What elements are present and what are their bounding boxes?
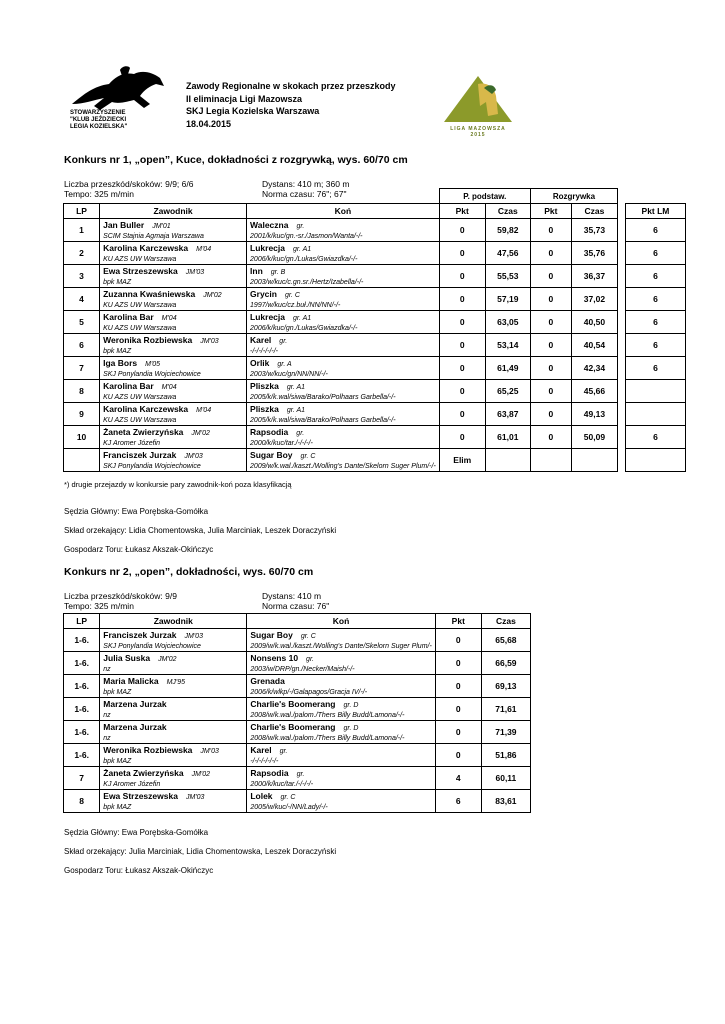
col-horse: Koń <box>247 614 435 629</box>
horse-info: 2003/w/DRP/gn./Necker/Maish/-/- <box>250 665 355 673</box>
cell-rider <box>100 449 247 472</box>
cell-horse <box>247 403 440 426</box>
cell-pkt: 0 <box>435 721 481 744</box>
cell-time: 83,61 <box>481 790 530 813</box>
cell-pkt: 0 <box>435 698 481 721</box>
cell-pkt: 0 <box>435 675 481 698</box>
horse-name: Charlie's Boomerang gr. D <box>250 721 359 732</box>
cell-lp <box>64 449 100 472</box>
liga-logo-caption: LIGA MAZOWSZA 2015 <box>450 126 506 138</box>
event-date: 18.04.2015 <box>186 118 232 129</box>
event-header <box>186 80 396 130</box>
comp2-meta-left: Liczba przeszkód/skoków: 9/9 Tempo: 325 m/min <box>64 591 177 611</box>
col-league-points: Pkt LM <box>625 204 685 219</box>
cell-horse <box>247 744 435 767</box>
cell-pkt: 6 <box>435 790 481 813</box>
cell-time: 65,68 <box>481 629 530 652</box>
table-row <box>64 288 686 311</box>
cell-lp: 1-6. <box>64 698 100 721</box>
rider-club: KU AZS UW Warszawa <box>103 255 177 263</box>
table-row <box>64 265 686 288</box>
cell-pkt: 0 <box>435 629 481 652</box>
event-title: Zawody Regionalne w skokach przez przeszkody <box>186 81 396 91</box>
cell-horse <box>247 675 435 698</box>
rider-club: nz <box>103 711 111 719</box>
cell-league-points: 6 <box>625 288 685 311</box>
cell-lp: 3 <box>64 265 100 288</box>
horse-info: 1997/w/kuc/cz.buł./NN/NN/-/- <box>250 301 341 309</box>
cell-jumpoff-time: 35,73 <box>571 219 617 242</box>
table-row <box>64 242 686 265</box>
cell-jumpoff-pkt: 0 <box>530 357 571 380</box>
table-row <box>64 380 686 403</box>
table-row <box>64 219 686 242</box>
rider-name: Franciszek Jurzak JM'03 <box>103 629 203 640</box>
cell-rider <box>100 334 247 357</box>
rider-name: Karolina Karczewska M'04 <box>103 403 212 414</box>
cell-horse <box>247 767 435 790</box>
cell-pkt: 0 <box>439 357 485 380</box>
col-pkt: Pkt <box>435 614 481 629</box>
cell-time: 65,25 <box>485 380 530 403</box>
cell-jumpoff-time: 35,76 <box>571 242 617 265</box>
cell-pkt: 0 <box>439 426 485 449</box>
cell-pkt: 0 <box>439 380 485 403</box>
cell-lp: 1-6. <box>64 675 100 698</box>
event-subtitle: II eliminacja Ligi Mazowsza <box>186 93 303 104</box>
cell-pkt: 0 <box>439 403 485 426</box>
table-row <box>64 311 686 334</box>
horse-name: Inn gr. B <box>250 265 286 276</box>
chief-judge: Sędzia Główny: Ewa Porębska-Gomółka <box>64 507 209 516</box>
horse-info: 2001/k/kuc/gn.-sr./Jasmon/Wanta/-/- <box>250 232 363 240</box>
cell-lp: 1-6. <box>64 652 100 675</box>
horse-info: 2008/w/k.wal./palom./Thers Billy Budd/Lamona/-/- <box>250 711 405 719</box>
group-jumpoff: Rozgrywka <box>530 189 617 204</box>
cell-jumpoff-time: 37,02 <box>571 288 617 311</box>
table-row <box>64 652 531 675</box>
group-basic-round: P. podstaw. <box>439 189 530 204</box>
col-time: Czas <box>481 614 530 629</box>
cell-time: 61,01 <box>485 426 530 449</box>
course-designer: Gospodarz Toru: Łukasz Akszak-Okińczyc <box>64 545 214 554</box>
cell-league-points: 6 <box>625 265 685 288</box>
rider-club: KU AZS UW Warszawa <box>103 393 177 401</box>
cell-league-points <box>625 449 685 472</box>
cell-jumpoff-pkt: 0 <box>530 265 571 288</box>
cell-pkt: 0 <box>439 265 485 288</box>
table-row <box>64 629 531 652</box>
cell-pkt: 0 <box>439 288 485 311</box>
col-jumpoff-time: Czas <box>571 204 617 219</box>
cell-horse <box>247 790 435 813</box>
comp1-title: Konkurs nr 1, „open”, Kuce, dokładności z rozgrywką, wys. 60/70 cm <box>64 154 408 166</box>
cell-rider <box>100 403 247 426</box>
cell-jumpoff-pkt: 0 <box>530 403 571 426</box>
col-rider: Zawodnik <box>100 614 247 629</box>
cell-jumpoff-pkt: 0 <box>530 288 571 311</box>
cell-jumpoff-pkt: 0 <box>530 242 571 265</box>
comp2-results-table <box>63 613 531 813</box>
cell-lp: 1 <box>64 219 100 242</box>
rider-club: bpk MAZ <box>103 757 132 765</box>
cell-horse <box>247 721 435 744</box>
horse-info: 2005/w/kuc/-/NN/Lady/-/- <box>250 803 328 811</box>
cell-time: 59,82 <box>485 219 530 242</box>
comp1-note: *) drugie przejazdy w konkursie pary zawodnik-koń poza klasyfikacją <box>64 480 292 489</box>
cell-jumpoff-time: 42,34 <box>571 357 617 380</box>
rider-club: KU AZS UW Warszawa <box>103 324 177 332</box>
rider-club: KJ Aromer Józefin <box>103 439 161 447</box>
cell-pkt: 0 <box>439 334 485 357</box>
cell-time: 47,56 <box>485 242 530 265</box>
cell-rider <box>100 790 247 813</box>
table-row <box>64 790 531 813</box>
col-lp: LP <box>64 614 100 629</box>
comp2-meta-right: Dystans: 410 m Norma czasu: 76" <box>262 591 330 611</box>
horse-name: Grycin gr. C <box>250 288 300 299</box>
rider-name: Weronika Rozbiewska JM'03 <box>103 744 219 755</box>
horse-name: Charlie's Boomerang gr. D <box>250 698 359 709</box>
cell-jumpoff-pkt: 0 <box>530 219 571 242</box>
cell-jumpoff-time: 40,54 <box>571 334 617 357</box>
cell-rider <box>100 629 247 652</box>
cell-jumpoff-time: 50,09 <box>571 426 617 449</box>
cell-horse <box>247 357 440 380</box>
rider-name: Jan Buller JM'01 <box>103 219 171 230</box>
rider-club: bpk MAZ <box>103 278 132 286</box>
rider-club: bpk MAZ <box>103 347 132 355</box>
table-row <box>64 744 531 767</box>
horse-info: 2000/k/kuc/tar./-/-/-/- <box>250 439 313 447</box>
table-row <box>64 449 686 472</box>
table-row <box>64 767 531 790</box>
horse-name: Pliszka gr. A1 <box>250 403 306 414</box>
cell-time: 51,86 <box>481 744 530 767</box>
cell-lp: 6 <box>64 334 100 357</box>
col-jumpoff-pkt: Pkt <box>530 204 571 219</box>
rider-club: nz <box>103 734 111 742</box>
cell-horse <box>247 629 435 652</box>
rider-name: Ewa Strzeszewska JM'03 <box>103 790 205 801</box>
cell-time: 53,14 <box>485 334 530 357</box>
horse-info: 2005/k/k.wal/siwa/Barako/Polhaars Garbella/-/- <box>250 393 396 401</box>
cell-rider <box>100 675 247 698</box>
rider-club: KU AZS UW Warszawa <box>103 301 177 309</box>
cell-pkt: 0 <box>439 311 485 334</box>
cell-rider <box>100 721 247 744</box>
horse-info: 2009/w/k.wal./kaszt./Wolling's Dante/Skelorn Suger Plum/-/- <box>250 462 436 470</box>
cell-horse <box>247 652 435 675</box>
comp1-meta-left: Liczba przeszkód/skoków: 9/9; 6/6 Tempo: 325 m/min <box>64 179 194 199</box>
rider-name: Maria Malicka MJ'95 <box>103 675 186 686</box>
rider-name: Żaneta Zwierzyńska JM'02 <box>103 767 211 778</box>
comp1-results-table <box>63 188 686 472</box>
cell-horse <box>247 334 440 357</box>
cell-jumpoff-pkt: 0 <box>530 311 571 334</box>
cell-lp: 1-6. <box>64 721 100 744</box>
col-horse: Koń <box>247 204 440 219</box>
cell-time: 61,49 <box>485 357 530 380</box>
cell-rider <box>100 767 247 790</box>
cell-lp: 5 <box>64 311 100 334</box>
table-row <box>64 334 686 357</box>
cell-pkt: 4 <box>435 767 481 790</box>
rider-name: Iga Bors M'05 <box>103 357 161 368</box>
cell-time: 66,59 <box>481 652 530 675</box>
cell-lp: 10 <box>64 426 100 449</box>
horse-name: Lukrecja gr. A1 <box>250 242 312 253</box>
cell-pkt: 0 <box>435 744 481 767</box>
horse-name: Waleczna gr. <box>250 219 305 230</box>
rider-club: bpk MAZ <box>103 688 132 696</box>
rider-name: Franciszek Jurzak JM'03 <box>103 449 203 460</box>
col-lp: LP <box>64 204 100 219</box>
rider-name: Ewa Strzeszewska JM'03 <box>103 265 205 276</box>
cell-time: 55,53 <box>485 265 530 288</box>
cell-horse <box>247 449 440 472</box>
comp1-officials <box>64 502 336 559</box>
cell-horse <box>247 426 440 449</box>
comp2-officials <box>64 823 336 880</box>
cell-league-points: 6 <box>625 357 685 380</box>
rider-club: SKJ Ponylandia Wojciechowice <box>103 370 201 378</box>
horse-name: Sugar Boy gr. C <box>250 629 316 640</box>
cell-time: 60,11 <box>481 767 530 790</box>
cell-jumpoff-pkt: 0 <box>530 334 571 357</box>
cell-horse <box>247 311 440 334</box>
cell-rider <box>100 311 247 334</box>
cell-lp: 7 <box>64 767 100 790</box>
horse-info: 2003/w/kuc/c.gn.sr./Hertz/Izabella/-/- <box>250 278 364 286</box>
rider-name: Żaneta Zwierzyńska JM'02 <box>103 426 210 437</box>
table-row <box>64 357 686 380</box>
table-row <box>64 721 531 744</box>
table-row <box>64 403 686 426</box>
cell-league-points: 6 <box>625 426 685 449</box>
cell-jumpoff-time: 49,13 <box>571 403 617 426</box>
horse-info: 2003/w/kuc/gn/NN/NN/-/- <box>250 370 328 378</box>
rider-club: SCIM Stajnia Agmaja Warszawa <box>103 232 204 240</box>
cell-lp: 8 <box>64 790 100 813</box>
rider-name: Marzena Jurzak <box>103 698 167 709</box>
table-row <box>64 675 531 698</box>
cell-rider <box>100 698 247 721</box>
cell-time <box>485 449 530 472</box>
jury: Skład orzekający: Lidia Chomentowska, Julia Marciniak, Leszek Doraczyński <box>64 526 337 535</box>
cell-rider <box>100 357 247 380</box>
col-pkt: Pkt <box>439 204 485 219</box>
horse-name: Grenada <box>250 675 285 686</box>
cell-horse <box>247 698 435 721</box>
cell-rider <box>100 426 247 449</box>
cell-pkt: 0 <box>439 219 485 242</box>
cell-time: 63,87 <box>485 403 530 426</box>
rider-club: SKJ Ponylandia Wojciechowice <box>103 642 201 650</box>
cell-horse <box>247 265 440 288</box>
table-row <box>64 698 531 721</box>
cell-league-points <box>625 380 685 403</box>
club-logo-text: STOWARZYSZENIE "KLUB JEŹDZIECKI LEGIA KOZIELSKA" <box>70 110 128 130</box>
cell-time: 57,19 <box>485 288 530 311</box>
cell-rider <box>100 652 247 675</box>
table-row <box>64 426 686 449</box>
cell-league-points: 6 <box>625 219 685 242</box>
cell-lp: 2 <box>64 242 100 265</box>
rider-club: bpk MAZ <box>103 803 132 811</box>
cell-pkt: Elim <box>439 449 485 472</box>
cell-jumpoff-pkt: 0 <box>530 380 571 403</box>
horse-name: Sugar Boy gr. C <box>250 449 316 460</box>
horse-info: -/-/-/-/-/-/- <box>250 757 279 765</box>
jury: Skład orzekający: Julia Marciniak, Lidia Chomentowska, Leszek Doraczyński <box>64 847 337 856</box>
cell-jumpoff-time: 36,37 <box>571 265 617 288</box>
horse-name: Nonsens 10 gr. <box>250 652 314 663</box>
horse-name: Rapsodia gr. <box>250 767 305 778</box>
cell-league-points <box>625 403 685 426</box>
cell-jumpoff-time: 45,66 <box>571 380 617 403</box>
cell-jumpoff-time: 40,50 <box>571 311 617 334</box>
cell-rider <box>100 265 247 288</box>
rider-club: SKJ Ponylandia Wojciechowice <box>103 462 201 470</box>
horse-name: Pliszka gr. A1 <box>250 380 306 391</box>
cell-jumpoff-pkt <box>530 449 571 472</box>
col-rider: Zawodnik <box>100 204 247 219</box>
horse-name: Lolek gr. C <box>250 790 296 801</box>
horse-name: Karel gr. <box>250 334 288 345</box>
cell-time: 71,61 <box>481 698 530 721</box>
event-organizer: SKJ Legia Kozielska Warszawa <box>186 106 320 116</box>
rider-name: Marzena Jurzak <box>103 721 167 732</box>
cell-lp: 8 <box>64 380 100 403</box>
cell-jumpoff-time <box>571 449 617 472</box>
horse-name: Lukrecja gr. A1 <box>250 311 312 322</box>
rider-name: Karolina Karczewska M'04 <box>103 242 212 253</box>
horse-info: 2000/k/kuc/tar./-/-/-/- <box>250 780 314 788</box>
cell-horse <box>247 288 440 311</box>
cell-rider <box>100 242 247 265</box>
cell-rider <box>100 288 247 311</box>
rider-club: nz <box>103 665 111 673</box>
comp1-meta-right: Dystans: 410 m; 360 m Norma czasu: 76"; 67" <box>262 179 350 199</box>
cell-lp: 9 <box>64 403 100 426</box>
horse-info: 2006/k/kuc/gn./Lukas/Gwiazdka/-/- <box>250 255 358 263</box>
cell-pkt: 0 <box>435 652 481 675</box>
horse-info: 2006/k/wlkp/-/Galapagos/Gracja IV/-/- <box>250 688 368 696</box>
comp2-title: Konkurs nr 2, „open”, dokładności, wys. 60/70 cm <box>64 566 314 578</box>
cell-lp: 1-6. <box>64 744 100 767</box>
rider-name: Karolina Bar M'04 <box>103 311 177 322</box>
rider-club: KJ Aromer Józefin <box>103 780 161 788</box>
rider-name: Weronika Rozbiewska JM'03 <box>103 334 219 345</box>
horse-name: Orlik gr. A <box>250 357 292 368</box>
horse-info: 2005/k/k.wal/siwa/Barako/Polhaars Garbella/-/- <box>250 416 396 424</box>
chief-judge: Sędzia Główny: Ewa Porębska-Gomółka <box>64 828 209 837</box>
cell-pkt: 0 <box>439 242 485 265</box>
cell-lp: 4 <box>64 288 100 311</box>
cell-jumpoff-pkt: 0 <box>530 426 571 449</box>
cell-time: 69,13 <box>481 675 530 698</box>
cell-time: 71,39 <box>481 721 530 744</box>
rider-name: Zuzanna Kwaśniewska JM'02 <box>103 288 222 299</box>
horse-info: -/-/-/-/-/-/- <box>250 347 279 355</box>
rider-club: KU AZS UW Warszawa <box>103 416 177 424</box>
cell-horse <box>247 219 440 242</box>
rider-name: Julia Suska JM'02 <box>103 652 177 663</box>
horse-name: Karel gr. <box>250 744 288 755</box>
course-designer: Gospodarz Toru: Łukasz Akszak-Okińczyc <box>64 866 214 875</box>
cell-league-points: 6 <box>625 242 685 265</box>
cell-time: 63,05 <box>485 311 530 334</box>
horse-name: Rapsodia gr. <box>250 426 305 437</box>
cell-league-points: 6 <box>625 311 685 334</box>
cell-rider <box>100 380 247 403</box>
cell-lp: 1-6. <box>64 629 100 652</box>
col-time: Czas <box>485 204 530 219</box>
cell-rider <box>100 219 247 242</box>
cell-horse <box>247 380 440 403</box>
horse-info: 2006/k/kuc/gn./Lukas/Gwiazdka/-/- <box>250 324 358 332</box>
horse-info: 2008/w/k.wal./palom./Thers Billy Budd/Lamona/-/- <box>250 734 405 742</box>
cell-rider <box>100 744 247 767</box>
cell-horse <box>247 242 440 265</box>
rider-name: Karolina Bar M'04 <box>103 380 177 391</box>
horse-info: 2009/w/k.wal./kaszt./Wolling's Dante/Skelorn Suger Plum/- <box>250 642 432 650</box>
cell-league-points: 6 <box>625 334 685 357</box>
cell-lp: 7 <box>64 357 100 380</box>
